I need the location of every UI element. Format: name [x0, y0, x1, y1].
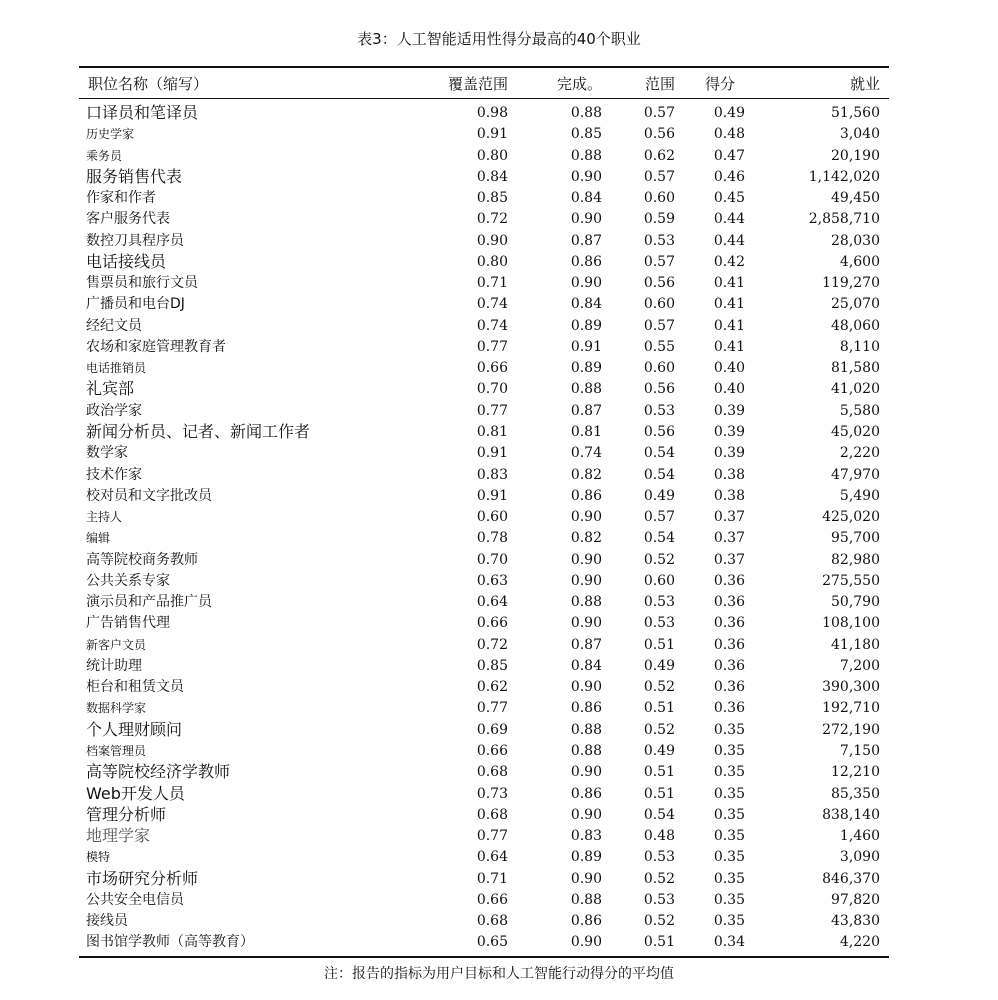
table-row — [0, 336, 998, 357]
table-row — [0, 208, 998, 229]
occupation-name: 主持人 — [86, 510, 123, 525]
occupation-name: 校对员和文字批改员 — [86, 487, 212, 504]
occupation-name: 数控刀具程序员 — [86, 232, 184, 249]
completion-cell: 0.82 — [570, 466, 602, 483]
table-row — [0, 719, 998, 740]
completion-cell: 0.88 — [570, 105, 602, 121]
table-row — [0, 230, 998, 251]
completion-cell: 0.87 — [570, 402, 602, 419]
coverage-cell: 0.83 — [476, 466, 508, 483]
employment-cell: 50,790 — [831, 594, 880, 611]
occupation-name: 高等院校经济学教师 — [86, 762, 231, 782]
occupation-name: 口译员和笔译员 — [86, 103, 199, 122]
scope-cell: 0.48 — [643, 828, 675, 845]
employment-cell: 2,220 — [839, 445, 880, 462]
score-cell: 0.36 — [713, 572, 745, 589]
occupation-name: 新闻分析员、记者、新闻工作者 — [86, 421, 311, 441]
score-cell: 0.38 — [713, 466, 745, 483]
employment-cell: 4,600 — [839, 253, 880, 270]
table-title: 表3：人工智能适用性得分最高的40个职业 — [357, 30, 641, 48]
scope-cell: 0.57 — [643, 253, 675, 270]
header-score: 得分 — [704, 75, 735, 93]
occupation-name: 礼宾部 — [86, 379, 135, 399]
completion-cell: 0.90 — [570, 275, 602, 292]
employment-cell: 275,550 — [822, 572, 880, 589]
employment-cell: 41,020 — [831, 381, 880, 398]
employment-cell: 43,830 — [831, 913, 880, 930]
occupation-name: 高等院校商务教师 — [86, 551, 198, 568]
occupation-name: 历史学家 — [86, 127, 135, 142]
employment-cell: 1,142,020 — [808, 168, 880, 185]
score-cell: 0.36 — [713, 615, 745, 632]
completion-cell: 0.88 — [570, 147, 602, 164]
employment-cell: 272,190 — [822, 721, 880, 738]
employment-cell: 119,270 — [822, 275, 880, 292]
scope-cell: 0.57 — [643, 105, 675, 121]
score-cell: 0.38 — [713, 487, 745, 504]
scope-cell: 0.56 — [643, 423, 675, 440]
header-coverage: 覆盖范围 — [447, 75, 508, 93]
coverage-cell: 0.91 — [476, 445, 508, 462]
coverage-cell: 0.81 — [476, 423, 508, 440]
coverage-cell: 0.71 — [476, 870, 508, 887]
table-row — [0, 315, 998, 336]
header-employment: 就业 — [849, 75, 880, 93]
coverage-cell: 0.98 — [476, 105, 508, 121]
table-row — [0, 612, 998, 633]
header-scope: 范围 — [644, 75, 675, 93]
score-cell: 0.35 — [713, 870, 745, 887]
score-cell: 0.49 — [713, 105, 745, 121]
table-row — [0, 889, 998, 910]
employment-cell: 85,350 — [831, 785, 880, 802]
scope-cell: 0.52 — [643, 913, 675, 930]
score-cell: 0.48 — [713, 126, 745, 143]
scope-cell: 0.56 — [643, 275, 675, 292]
occupation-name: 模特 — [86, 850, 111, 865]
employment-cell: 4,220 — [839, 934, 880, 951]
scope-cell: 0.51 — [643, 785, 675, 802]
completion-cell: 0.87 — [570, 636, 602, 653]
scope-cell: 0.51 — [643, 636, 675, 653]
coverage-cell: 0.65 — [476, 934, 508, 951]
table-row — [0, 931, 998, 952]
header-rule — [79, 98, 889, 99]
scope-cell: 0.54 — [643, 445, 675, 462]
table-row — [0, 697, 998, 718]
scope-cell: 0.52 — [643, 721, 675, 738]
coverage-cell: 0.63 — [476, 572, 508, 589]
coverage-cell: 0.66 — [476, 360, 508, 377]
table-row — [0, 485, 998, 506]
score-cell: 0.37 — [713, 509, 745, 526]
occupation-name: 电话推销员 — [86, 361, 147, 376]
score-cell: 0.40 — [713, 360, 745, 377]
completion-cell: 0.83 — [570, 828, 602, 845]
completion-cell: 0.90 — [570, 764, 602, 781]
table-row — [0, 634, 998, 655]
completion-cell: 0.87 — [570, 232, 602, 249]
table-row — [0, 378, 998, 399]
table-note: 注：报告的指标为用户目标和人工智能行动得分的平均值 — [324, 966, 674, 982]
table-row — [0, 464, 998, 485]
employment-cell: 41,180 — [831, 636, 880, 653]
coverage-cell: 0.70 — [476, 381, 508, 398]
scope-cell: 0.51 — [643, 934, 675, 951]
coverage-cell: 0.74 — [476, 317, 508, 334]
table-row — [0, 591, 998, 612]
score-cell: 0.35 — [713, 764, 745, 781]
header-name: 职位名称（缩写） — [88, 75, 209, 93]
coverage-cell: 0.62 — [476, 679, 508, 696]
coverage-cell: 0.69 — [476, 721, 508, 738]
coverage-cell: 0.77 — [476, 402, 508, 419]
scope-cell: 0.53 — [643, 849, 675, 866]
table-row — [0, 761, 998, 782]
scope-cell: 0.56 — [643, 381, 675, 398]
completion-cell: 0.89 — [570, 317, 602, 334]
table-row — [0, 442, 998, 463]
table-row — [0, 251, 998, 272]
completion-cell: 0.84 — [570, 190, 602, 207]
coverage-cell: 0.91 — [476, 126, 508, 143]
completion-cell: 0.90 — [570, 551, 602, 568]
occupation-name: 地理学家 — [86, 826, 151, 846]
score-cell: 0.40 — [713, 381, 745, 398]
completion-cell: 0.89 — [570, 849, 602, 866]
occupation-name: 演示员和产品推广员 — [86, 594, 212, 611]
table-row — [0, 421, 998, 442]
table-row — [0, 272, 998, 293]
scope-cell: 0.52 — [643, 551, 675, 568]
employment-cell: 8,110 — [839, 338, 880, 355]
employment-cell: 3,040 — [839, 126, 880, 143]
score-cell: 0.45 — [713, 190, 745, 207]
coverage-cell: 0.66 — [476, 742, 508, 759]
score-cell: 0.42 — [713, 253, 745, 270]
employment-cell: 3,090 — [839, 849, 880, 866]
scope-cell: 0.54 — [643, 530, 675, 547]
score-cell: 0.44 — [713, 211, 745, 228]
occupation-name: 广播员和电台DJ — [86, 296, 185, 313]
coverage-cell: 0.72 — [476, 636, 508, 653]
employment-cell: 82,980 — [831, 551, 880, 568]
scope-cell: 0.57 — [643, 168, 675, 185]
score-cell: 0.44 — [713, 232, 745, 249]
occupation-name: 售票员和旅行文员 — [86, 275, 198, 292]
occupation-name: 服务销售代表 — [86, 166, 183, 186]
score-cell: 0.39 — [713, 445, 745, 462]
employment-cell: 81,580 — [831, 360, 880, 377]
coverage-cell: 0.91 — [476, 487, 508, 504]
score-cell: 0.41 — [713, 338, 745, 355]
scope-cell: 0.54 — [643, 466, 675, 483]
table-row — [0, 293, 998, 314]
coverage-cell: 0.64 — [476, 849, 508, 866]
employment-cell: 425,020 — [822, 509, 880, 526]
employment-cell: 1,460 — [839, 828, 880, 845]
employment-cell: 48,060 — [831, 317, 880, 334]
table-row — [0, 676, 998, 697]
table-row — [0, 102, 998, 123]
employment-cell: 45,020 — [831, 423, 880, 440]
completion-cell: 0.85 — [570, 126, 602, 143]
occupation-name: 图书馆学教师（高等教育） — [86, 934, 254, 951]
occupation-name: 技术作家 — [86, 466, 142, 483]
employment-cell: 12,210 — [831, 764, 880, 781]
completion-cell: 0.81 — [570, 423, 602, 440]
coverage-cell: 0.72 — [476, 211, 508, 228]
scope-cell: 0.51 — [643, 764, 675, 781]
employment-cell: 28,030 — [831, 232, 880, 249]
completion-cell: 0.86 — [570, 253, 602, 270]
score-cell: 0.41 — [713, 317, 745, 334]
score-cell: 0.35 — [713, 913, 745, 930]
employment-cell: 192,710 — [822, 700, 880, 717]
table-row — [0, 804, 998, 825]
employment-cell: 20,190 — [831, 147, 880, 164]
scope-cell: 0.53 — [643, 402, 675, 419]
table-row — [0, 825, 998, 846]
scope-cell: 0.60 — [643, 360, 675, 377]
occupation-name: 客户服务代表 — [86, 211, 170, 228]
score-cell: 0.36 — [713, 657, 745, 674]
employment-cell: 390,300 — [822, 679, 880, 696]
completion-cell: 0.90 — [570, 806, 602, 823]
employment-cell: 5,490 — [839, 487, 880, 504]
coverage-cell: 0.74 — [476, 296, 508, 313]
scope-cell: 0.53 — [643, 594, 675, 611]
scope-cell: 0.62 — [643, 147, 675, 164]
completion-cell: 0.84 — [570, 657, 602, 674]
coverage-cell: 0.85 — [476, 190, 508, 207]
coverage-cell: 0.68 — [476, 764, 508, 781]
coverage-cell: 0.71 — [476, 275, 508, 292]
table-row — [0, 846, 998, 867]
coverage-cell: 0.78 — [476, 530, 508, 547]
scope-cell: 0.49 — [643, 487, 675, 504]
occupation-name: 数据科学家 — [86, 701, 147, 716]
completion-cell: 0.74 — [570, 445, 602, 462]
table-row — [0, 868, 998, 889]
employment-cell: 846,370 — [822, 870, 880, 887]
scope-cell: 0.55 — [643, 338, 675, 355]
completion-cell: 0.90 — [570, 168, 602, 185]
bottom-rule — [79, 956, 889, 958]
table-row — [0, 570, 998, 591]
occupation-name: 接线员 — [86, 913, 128, 930]
employment-cell: 5,580 — [839, 402, 880, 419]
score-cell: 0.41 — [713, 275, 745, 292]
occupation-name: 数学家 — [86, 445, 128, 462]
occupation-name: 作家和作者 — [86, 190, 156, 207]
table-row — [0, 740, 998, 761]
occupation-name: 政治学家 — [86, 402, 142, 419]
table-row — [0, 123, 998, 144]
header-completion: 完成。 — [556, 75, 602, 93]
occupation-name: 统计助理 — [86, 657, 142, 674]
coverage-cell: 0.80 — [476, 253, 508, 270]
scope-cell: 0.52 — [643, 679, 675, 696]
table-row — [0, 357, 998, 378]
completion-cell: 0.82 — [570, 530, 602, 547]
score-cell: 0.34 — [713, 934, 745, 951]
occupation-name: 乘务员 — [86, 148, 123, 163]
scope-cell: 0.51 — [643, 700, 675, 717]
scope-cell: 0.56 — [643, 126, 675, 143]
score-cell: 0.46 — [713, 168, 745, 185]
score-cell: 0.41 — [713, 296, 745, 313]
coverage-cell: 0.66 — [476, 615, 508, 632]
top-rule — [79, 66, 889, 68]
table-row — [0, 145, 998, 166]
completion-cell: 0.88 — [570, 742, 602, 759]
occupation-name: 新客户文员 — [86, 637, 147, 652]
occupation-name: 农场和家庭管理教育者 — [86, 338, 226, 355]
score-cell: 0.36 — [713, 700, 745, 717]
coverage-cell: 0.77 — [476, 700, 508, 717]
completion-cell: 0.90 — [570, 934, 602, 951]
table-row — [0, 549, 998, 570]
completion-cell: 0.88 — [570, 891, 602, 908]
score-cell: 0.39 — [713, 423, 745, 440]
scope-cell: 0.60 — [643, 296, 675, 313]
scope-cell: 0.59 — [643, 211, 675, 228]
scope-cell: 0.49 — [643, 742, 675, 759]
coverage-cell: 0.70 — [476, 551, 508, 568]
score-cell: 0.39 — [713, 402, 745, 419]
scope-cell: 0.54 — [643, 806, 675, 823]
completion-cell: 0.90 — [570, 679, 602, 696]
score-cell: 0.35 — [713, 849, 745, 866]
completion-cell: 0.86 — [570, 700, 602, 717]
score-cell: 0.35 — [713, 785, 745, 802]
completion-cell: 0.84 — [570, 296, 602, 313]
table-row — [0, 166, 998, 187]
table-row — [0, 187, 998, 208]
employment-cell: 108,100 — [822, 615, 880, 632]
score-cell: 0.36 — [713, 679, 745, 696]
score-cell: 0.35 — [713, 828, 745, 845]
coverage-cell: 0.80 — [476, 147, 508, 164]
coverage-cell: 0.68 — [476, 913, 508, 930]
employment-cell: 7,150 — [839, 742, 880, 759]
employment-cell: 838,140 — [822, 806, 880, 823]
coverage-cell: 0.64 — [476, 594, 508, 611]
occupation-name: 档案管理员 — [86, 743, 147, 758]
occupation-name: 广告销售代理 — [86, 615, 170, 632]
occupation-name: Web开发人员 — [86, 783, 185, 803]
scope-cell: 0.57 — [643, 509, 675, 526]
completion-cell: 0.86 — [570, 913, 602, 930]
table-row — [0, 506, 998, 527]
completion-cell: 0.88 — [570, 721, 602, 738]
coverage-cell: 0.68 — [476, 806, 508, 823]
employment-cell: 25,070 — [831, 296, 880, 313]
table-body — [0, 102, 998, 953]
occupation-name: 公共关系专家 — [86, 572, 170, 589]
employment-cell: 47,970 — [831, 466, 880, 483]
scope-cell: 0.53 — [643, 615, 675, 632]
score-cell: 0.35 — [713, 721, 745, 738]
coverage-cell: 0.73 — [476, 785, 508, 802]
completion-cell: 0.90 — [570, 870, 602, 887]
occupation-name: 编辑 — [86, 531, 111, 546]
coverage-cell: 0.77 — [476, 338, 508, 355]
employment-cell: 51,560 — [831, 105, 880, 121]
completion-cell: 0.86 — [570, 785, 602, 802]
scope-cell: 0.52 — [643, 870, 675, 887]
score-cell: 0.36 — [713, 594, 745, 611]
table-row — [0, 527, 998, 548]
completion-cell: 0.88 — [570, 594, 602, 611]
coverage-cell: 0.85 — [476, 657, 508, 674]
completion-cell: 0.88 — [570, 381, 602, 398]
scope-cell: 0.53 — [643, 232, 675, 249]
scope-cell: 0.53 — [643, 891, 675, 908]
coverage-cell: 0.60 — [476, 509, 508, 526]
employment-cell: 95,700 — [831, 530, 880, 547]
employment-cell: 97,820 — [831, 891, 880, 908]
score-cell: 0.36 — [713, 636, 745, 653]
table-row — [0, 400, 998, 421]
completion-cell: 0.90 — [570, 211, 602, 228]
employment-cell: 49,450 — [831, 190, 880, 207]
score-cell: 0.35 — [713, 742, 745, 759]
completion-cell: 0.90 — [570, 509, 602, 526]
scope-cell: 0.49 — [643, 657, 675, 674]
employment-cell: 2,858,710 — [808, 211, 880, 228]
coverage-cell: 0.77 — [476, 828, 508, 845]
occupation-name: 电话接线员 — [86, 251, 167, 271]
completion-cell: 0.90 — [570, 615, 602, 632]
score-cell: 0.47 — [713, 147, 745, 164]
occupation-name: 管理分析师 — [86, 804, 167, 824]
table-row — [0, 783, 998, 804]
scope-cell: 0.60 — [643, 190, 675, 207]
coverage-cell: 0.66 — [476, 891, 508, 908]
completion-cell: 0.90 — [570, 572, 602, 589]
occupation-name: 个人理财顾问 — [86, 719, 183, 739]
occupation-name: 公共安全电信员 — [86, 891, 184, 908]
score-cell: 0.37 — [713, 551, 745, 568]
table-row — [0, 910, 998, 931]
coverage-cell: 0.90 — [476, 232, 508, 249]
employment-cell: 7,200 — [839, 657, 880, 674]
scope-cell: 0.60 — [643, 572, 675, 589]
score-cell: 0.37 — [713, 530, 745, 547]
completion-cell: 0.89 — [570, 360, 602, 377]
table-row — [0, 655, 998, 676]
completion-cell: 0.91 — [570, 338, 602, 355]
occupation-name: 市场研究分析师 — [86, 868, 199, 888]
completion-cell: 0.86 — [570, 487, 602, 504]
scope-cell: 0.57 — [643, 317, 675, 334]
occupation-name: 经纪文员 — [86, 317, 142, 334]
occupation-name: 柜台和租赁文员 — [86, 679, 184, 696]
coverage-cell: 0.84 — [476, 168, 508, 185]
score-cell: 0.35 — [713, 891, 745, 908]
score-cell: 0.35 — [713, 806, 745, 823]
